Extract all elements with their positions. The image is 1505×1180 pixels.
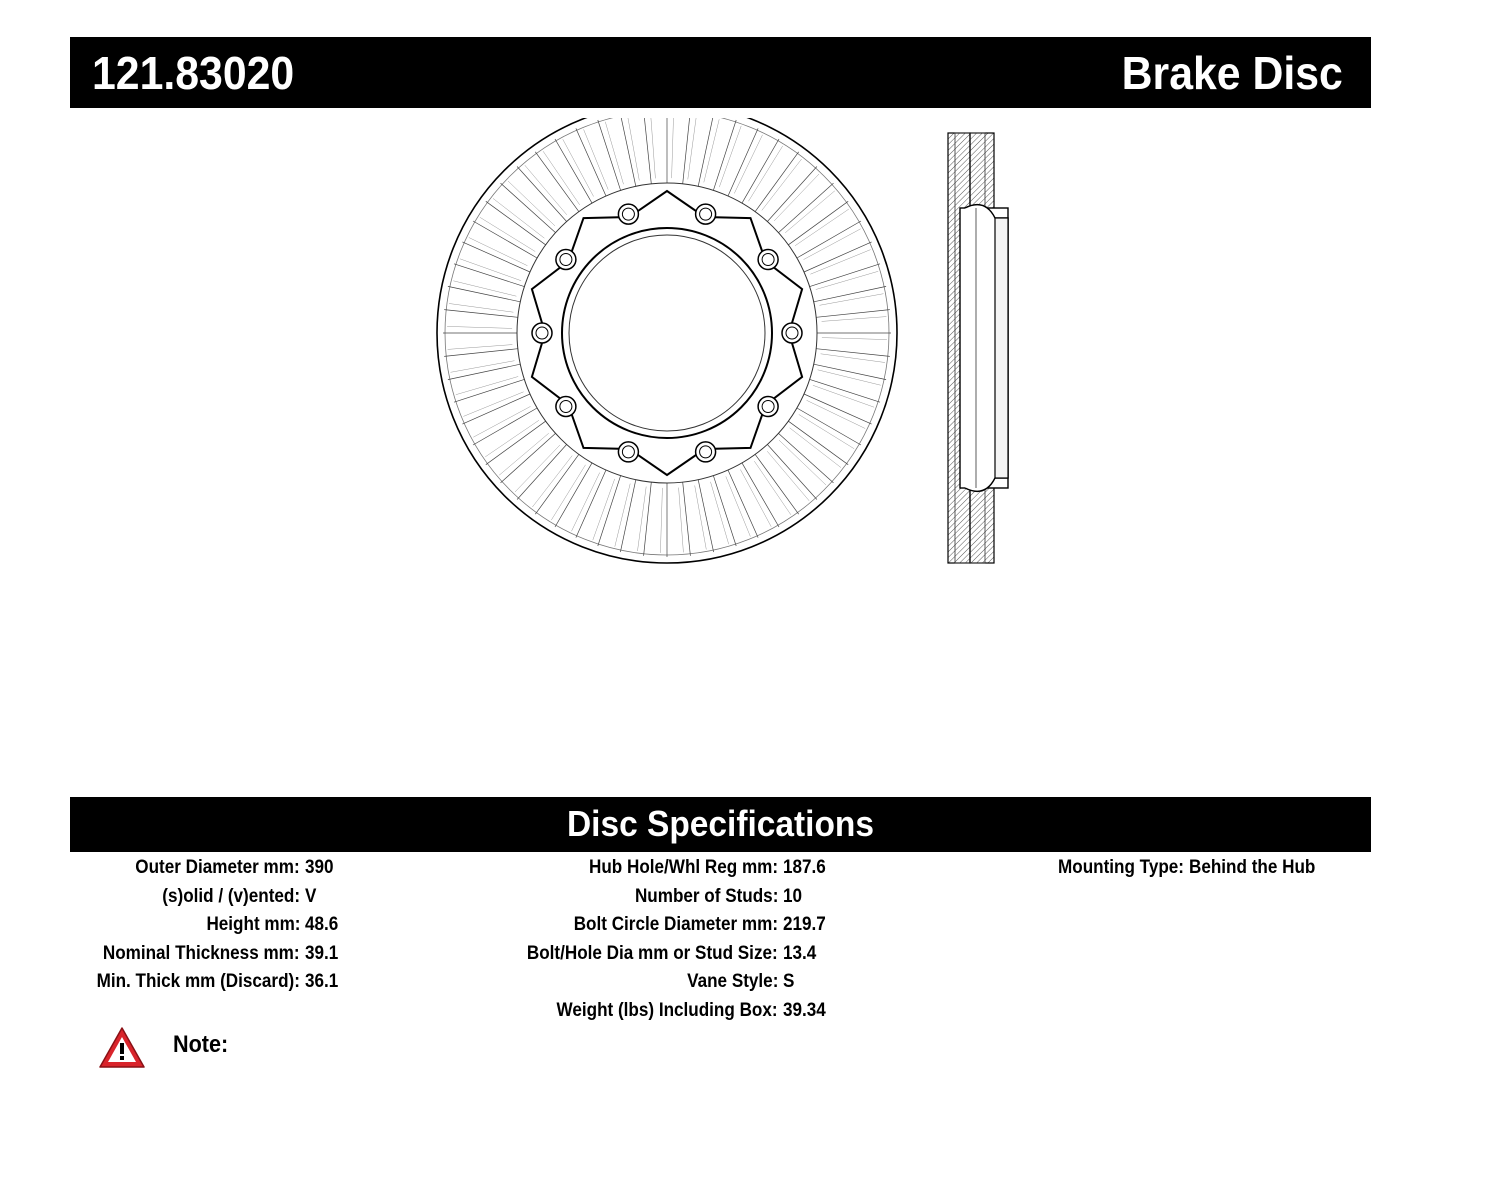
disc-side-view xyxy=(948,133,1008,563)
spec-row xyxy=(0,942,339,972)
spec-label: Number of Studs: xyxy=(634,885,778,907)
spec-value: 219.7 xyxy=(783,914,826,935)
spec-label: Outer Diameter mm: xyxy=(135,857,300,878)
spec-value: Behind the Hub xyxy=(1189,857,1316,878)
disc-front-view xyxy=(437,118,897,563)
spec-label: (s)olid / (v)ented: xyxy=(162,885,300,907)
spec-value: 187.6 xyxy=(783,857,826,878)
document-type: Brake Disc xyxy=(1121,47,1343,99)
note-label: Note: xyxy=(173,1031,229,1058)
spec-value: 390 xyxy=(305,857,334,878)
specs-column-2 xyxy=(420,857,826,1028)
specs-column-1 xyxy=(0,857,339,1000)
spec-label: Nominal Thickness mm: xyxy=(103,942,300,964)
spec-label: Weight (lbs) Including Box: xyxy=(556,999,778,1021)
spec-value: V xyxy=(305,885,317,907)
spec-value: 48.6 xyxy=(305,914,339,935)
spec-value: 39.1 xyxy=(305,942,339,964)
spec-row xyxy=(420,942,817,972)
spec-value: 13.4 xyxy=(783,942,817,964)
spec-row xyxy=(420,885,803,915)
spec-row xyxy=(0,857,334,886)
warning-icon xyxy=(98,1026,146,1070)
spec-value: 36.1 xyxy=(305,971,339,992)
spec-row xyxy=(420,999,826,1029)
spec-row xyxy=(1000,857,1316,886)
spec-label: Min. Thick mm (Discard): xyxy=(96,971,300,992)
part-number: 121.83020 xyxy=(92,47,295,99)
title-bar xyxy=(70,37,1371,108)
specs-title-bar xyxy=(70,797,1371,852)
spec-value: 10 xyxy=(783,885,803,907)
spec-label: Height mm: xyxy=(205,914,300,935)
spec-row xyxy=(420,971,795,1000)
spec-value: 39.34 xyxy=(783,999,826,1021)
specs-title: Disc Specifications xyxy=(566,803,875,844)
spec-value: S xyxy=(783,971,795,992)
spec-row xyxy=(0,885,317,915)
spec-row xyxy=(420,857,826,886)
spec-label: Mounting Type: xyxy=(1057,857,1184,878)
spec-label: Vane Style: xyxy=(686,971,778,992)
spec-label: Bolt/Hole Dia mm or Stud Size: xyxy=(527,942,778,964)
spec-row xyxy=(0,971,339,1000)
spec-label: Bolt Circle Diameter mm: xyxy=(573,914,778,935)
specs-column-3 xyxy=(1000,857,1316,886)
spec-row xyxy=(0,914,339,943)
spec-row xyxy=(420,914,826,943)
brake-disc-drawing xyxy=(420,118,1040,583)
spec-label: Hub Hole/Whl Reg mm: xyxy=(588,857,778,878)
